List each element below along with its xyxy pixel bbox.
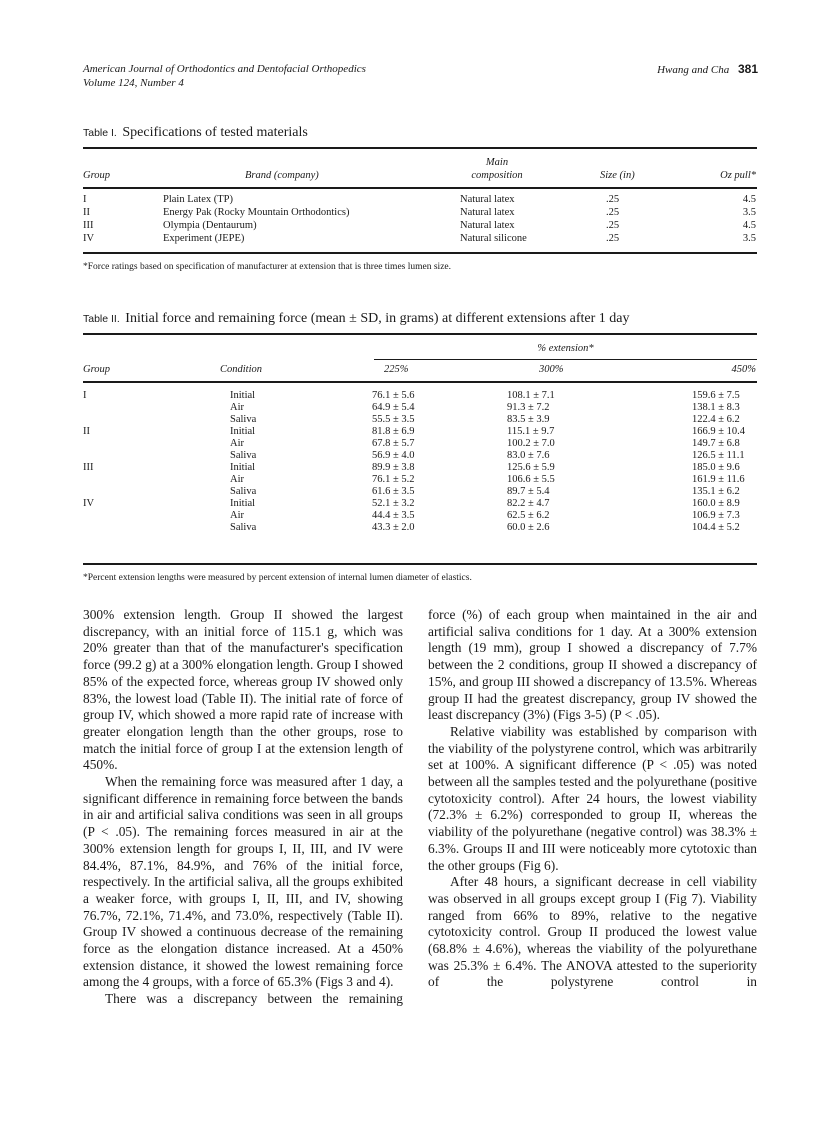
table-1-caption	[83, 125, 308, 141]
cell-group: III	[83, 220, 94, 231]
table-2-label: Table II.	[83, 313, 120, 325]
cell-300: 108.1 ± 7.1	[507, 390, 555, 401]
cell-450: 161.9 ± 11.6	[692, 474, 745, 485]
cell-brand: Olympia (Dentaurum)	[163, 220, 257, 231]
cell-450: 135.1 ± 6.2	[692, 486, 740, 497]
authors: Hwang and Cha	[657, 64, 730, 76]
cell-group: II	[83, 426, 90, 437]
journal-title: American Journal of Orthodontics and Dentofacial Orthopedics	[83, 63, 366, 75]
cell-condition: Saliva	[230, 414, 257, 425]
cell-size: .25	[606, 194, 620, 205]
cell-225: 89.9 ± 3.8	[372, 462, 415, 473]
cell-brand: Plain Latex (TP)	[163, 194, 233, 205]
cell-300: 100.2 ± 7.0	[507, 438, 555, 449]
paragraph: After 48 hours, a significant decrease in cell viability was observed in all groups except group I (Fig 7). Viability ranged from 66% to 89%, relative to the negative cytotoxicity control. Group II produced the lowest value (68.8% ± 4.6%), whereas the viability of the polyurethane was 25.3% ± 6.4%. The ANOVA attested to the superiority of the polystyrene control in	[428, 874, 757, 990]
cell-pull: 4.5	[742, 194, 756, 205]
table-1-title: Specifications of tested materials	[122, 125, 308, 140]
cell-300: 83.0 ± 7.6	[507, 450, 550, 461]
cell-225: 43.3 ± 2.0	[372, 522, 415, 533]
table-1-header-rule	[83, 187, 757, 189]
cell-brand: Energy Pak (Rocky Mountain Orthodontics)	[163, 207, 350, 218]
cell-300: 60.0 ± 2.6	[507, 522, 550, 533]
paragraph: force (%) of each group when maintained in the air and artificial saliva conditions for 1 day. At a 300% extension length (19 mm), group I showed a discrepancy of 7.7% between the 2 conditions, group II showed a discrepancy of 15%, and group III showed a discrepancy of 13.5%. Whereas group II had the greatest discrepancy, group IV showed the least discrepancy (3%) (Figs 3-5) (P < .05).	[428, 607, 757, 723]
table-2-footnote: *Percent extension lengths were measured by percent extension of internal lumen diameter of elastics.	[83, 573, 472, 583]
cell-pull: 3.5	[742, 207, 756, 218]
cell-300: 106.6 ± 5.5	[507, 474, 555, 485]
cell-450: 160.0 ± 8.9	[692, 498, 740, 509]
cell-225: 76.1 ± 5.6	[372, 390, 415, 401]
cell-condition: Air	[230, 438, 244, 449]
table-2-top-rule	[83, 333, 757, 335]
cell-225: 67.8 ± 5.7	[372, 438, 415, 449]
cell-condition: Saliva	[230, 450, 257, 461]
cell-300: 125.6 ± 5.9	[507, 462, 555, 473]
cell-225: 52.1 ± 3.2	[372, 498, 415, 509]
cell-300: 89.7 ± 5.4	[507, 486, 550, 497]
cell-300: 62.5 ± 6.2	[507, 510, 550, 521]
table-2-title: Initial force and remaining force (mean ± SD, in grams) at different extensions after 1 day	[125, 311, 630, 326]
table-1-header-composition-1: Main	[485, 157, 509, 168]
table-1-header-composition-2: composition	[471, 170, 523, 181]
cell-condition: Initial	[230, 498, 256, 509]
cell-size: .25	[606, 207, 620, 218]
running-header-right	[657, 62, 758, 77]
table-2-header-300: 300%	[539, 364, 564, 375]
cell-brand: Experiment (JEPE)	[163, 233, 245, 244]
cell-condition: Air	[230, 510, 244, 521]
cell-450: 138.1 ± 8.3	[692, 402, 740, 413]
cell-450: 185.0 ± 9.6	[692, 462, 740, 473]
cell-300: 91.3 ± 7.2	[507, 402, 550, 413]
cell-condition: Initial	[230, 426, 256, 437]
cell-pull: 4.5	[742, 220, 756, 231]
table-2-header-spanner: % extension*	[537, 343, 594, 354]
journal-volume: Volume 124, Number 4	[83, 77, 184, 89]
cell-group: II	[83, 207, 90, 218]
cell-group: IV	[83, 233, 95, 244]
table-2-header-225: 225%	[384, 364, 409, 375]
cell-300: 82.2 ± 4.7	[507, 498, 550, 509]
table-1-top-rule	[83, 147, 757, 149]
cell-300: 115.1 ± 9.7	[507, 426, 555, 437]
cell-450: 149.7 ± 6.8	[692, 438, 740, 449]
cell-condition: Air	[230, 402, 244, 413]
paragraph: 300% extension length. Group II showed the largest discrepancy, with an initial force of 115.1 g, which was 20% greater than that of the manufacturer's specification force (99.2 g) at a 300% elongation length. Group I showed 85% of the expected force, whereas group IV showed only 83%, the lowest load (Table II). The initial rate of force of group IV, which showed a more rapid rate of increase with greater elongation length than the other groups, rose to match the initial force of group I at the extension length of 450%.	[83, 607, 403, 773]
cell-group: III	[83, 462, 94, 473]
cell-condition: Saliva	[230, 522, 257, 533]
table-1-header-size: Size (in)	[600, 170, 635, 181]
cell-450: 104.4 ± 5.2	[692, 522, 740, 533]
cell-300: 83.5 ± 3.9	[507, 414, 550, 425]
table-2-header-450: 450%	[731, 364, 756, 375]
cell-225: 44.4 ± 3.5	[372, 510, 415, 521]
table-2-spanner-rule	[374, 359, 757, 360]
cell-225: 81.8 ± 6.9	[372, 426, 415, 437]
table-2-bottom-rule	[83, 563, 757, 565]
cell-group: I	[83, 390, 87, 401]
cell-450: 122.4 ± 6.2	[692, 414, 740, 425]
cell-composition: Natural latex	[460, 194, 515, 205]
cell-pull: 3.5	[742, 233, 756, 244]
cell-225: 56.9 ± 4.0	[372, 450, 415, 461]
cell-225: 61.6 ± 3.5	[372, 486, 415, 497]
table-1-header-group: Group	[83, 170, 111, 181]
table-2-header-group: Group	[83, 364, 111, 375]
table-2-caption	[83, 311, 630, 327]
cell-size: .25	[606, 233, 620, 244]
cell-condition: Saliva	[230, 486, 257, 497]
cell-size: .25	[606, 220, 620, 231]
cell-225: 64.9 ± 5.4	[372, 402, 415, 413]
cell-group: IV	[83, 498, 95, 509]
table-2-header-condition: Condition	[220, 364, 263, 375]
cell-450: 159.6 ± 7.5	[692, 390, 740, 401]
page-number: 381	[737, 62, 758, 76]
cell-condition: Air	[230, 474, 244, 485]
cell-composition: Natural latex	[460, 207, 515, 218]
paragraph: When the remaining force was measured after 1 day, a significant difference in remaining force between the bands in air and artificial saliva conditions was seen in all groups (P < .05). The remaining forces measured in air at the 300% extension length for groups I, II, III, and IV were 84.4%, 87.1%, 84.9%, and 76% of the initial force, respectively. In the artificial saliva, all the groups exhibited a weaker force, with groups I, II, III, and IV, showing 76.7%, 72.1%, 71.4%, and 73.0%, respectively (Table II). Group IV showed a continuous decrease of the remaining force as the elongation distance increased. At a 450% extension distance, it showed the lowest remaining force among the 4 groups, with a force of 65.3% (Figs 3 and 4).	[83, 774, 403, 990]
running-header-left	[83, 62, 366, 90]
paragraph: Relative viability was established by comparison with the viability of the polystyrene control, which was arbitrarily set at 100%. A significant difference (P < .05) was noted between all the samples tested and the polyurethane (positive cytotoxicity control). After 24 hours, the lowest viability (72.3% ± 6.2%) corresponded to group II, whereas the viability of the polyurethane (negative control) was 38.3% ± 6.3%. Groups II and III were noticeably more cytotoxic than the other groups (Fig 6).	[428, 723, 757, 873]
cell-450: 126.5 ± 11.1	[692, 450, 745, 461]
cell-composition: Natural silicone	[460, 233, 527, 244]
paragraph: There was a discrepancy between the remaining	[105, 991, 403, 1007]
cell-composition: Natural latex	[460, 220, 515, 231]
table-1-footnote: *Force ratings based on specification of manufacturer at extension that is three times lumen size.	[83, 262, 452, 272]
table-1-label: Table I.	[83, 127, 117, 139]
table-2-header-rule	[83, 381, 757, 383]
table-1-header-pull: Oz pull*	[720, 170, 756, 181]
cell-225: 55.5 ± 3.5	[372, 414, 415, 425]
table-1-header-brand: Brand (company)	[245, 170, 319, 181]
cell-225: 76.1 ± 5.2	[372, 474, 415, 485]
body-column-left	[83, 607, 403, 1008]
cell-condition: Initial	[230, 462, 256, 473]
cell-450: 166.9 ± 10.4	[692, 426, 746, 437]
cell-450: 106.9 ± 7.3	[692, 510, 740, 521]
cell-group: I	[83, 194, 87, 205]
cell-condition: Initial	[230, 390, 256, 401]
body-column-right	[428, 607, 757, 991]
table-1-bottom-rule	[83, 252, 757, 254]
